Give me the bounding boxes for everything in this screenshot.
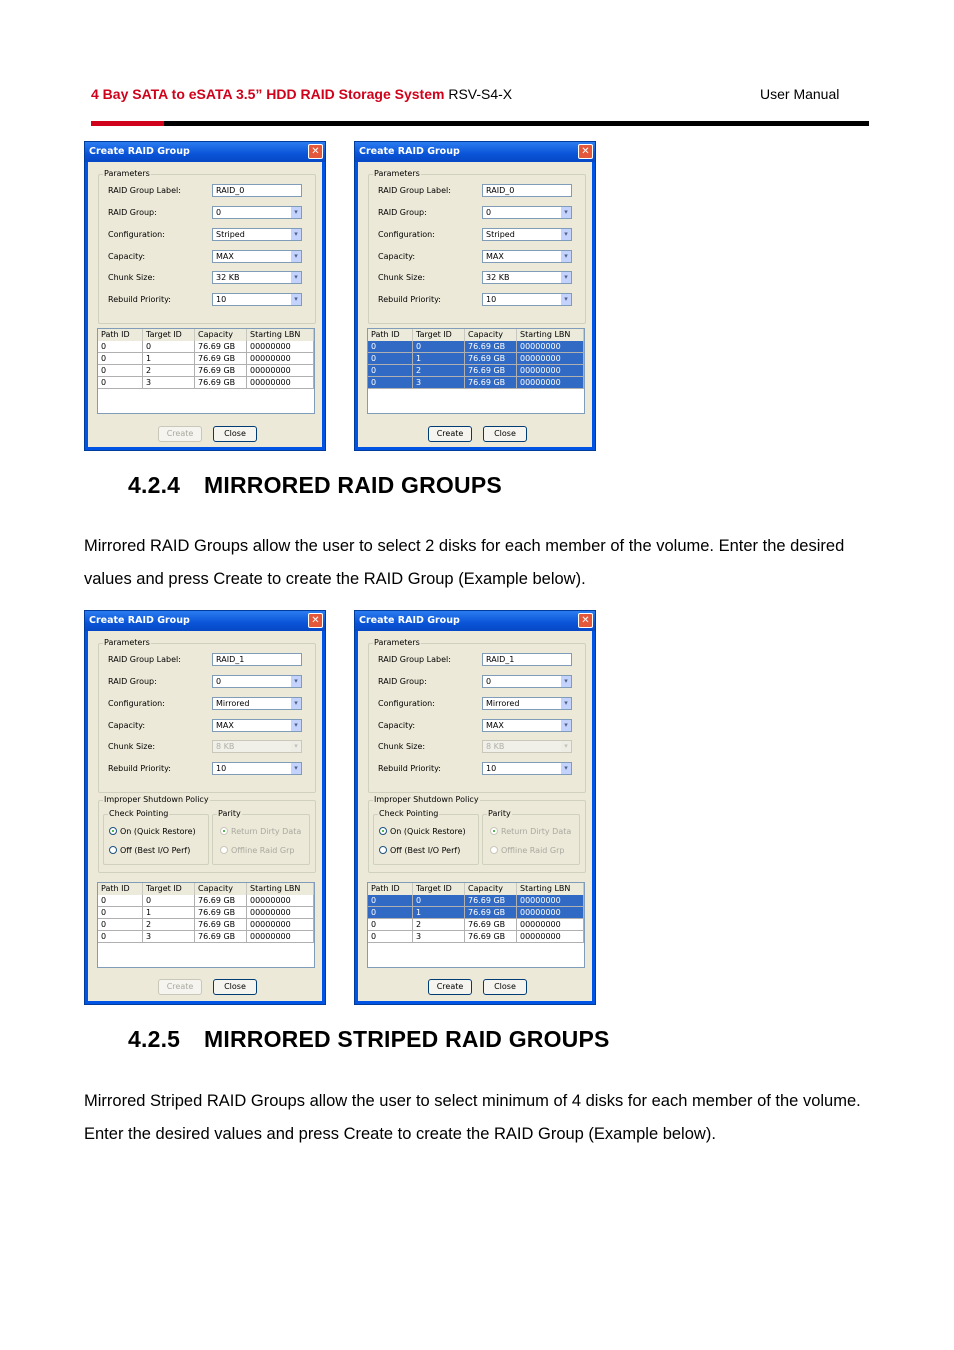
parameters-group [98, 638, 316, 793]
col-path-id[interactable]: Path ID [98, 329, 143, 341]
configuration-select[interactable] [482, 228, 572, 241]
cell-target-id: 0 [413, 895, 465, 907]
label-rebuild-priority: Rebuild Priority: [378, 764, 441, 773]
cell-target-id: 2 [413, 365, 465, 377]
cell-path-id: 0 [368, 377, 413, 389]
configuration-select[interactable] [212, 697, 302, 710]
table-row[interactable] [368, 931, 584, 943]
cell-target-id: 3 [143, 931, 195, 943]
chevron-down-icon: ▾ [291, 741, 301, 752]
configuration-select[interactable] [212, 228, 302, 241]
cell-starting-lbn: 00000000 [247, 353, 314, 365]
cell-starting-lbn: 00000000 [247, 377, 314, 389]
raid-group-value: 0 [486, 208, 492, 217]
chevron-down-icon[interactable]: ▾ [291, 272, 301, 283]
chevron-down-icon[interactable]: ▾ [291, 294, 301, 305]
table-row[interactable] [98, 931, 314, 943]
label-raid-group: RAID Group: [108, 677, 157, 686]
raid-group-value: 0 [216, 677, 222, 686]
section-heading-4-2-5 [128, 1026, 610, 1053]
label-chunk-size: Chunk Size: [108, 273, 156, 282]
chevron-down-icon[interactable]: ▾ [561, 763, 571, 774]
chevron-down-icon[interactable]: ▾ [561, 229, 571, 240]
rebuild-priority-value: 10 [216, 295, 227, 304]
cell-starting-lbn: 00000000 [517, 377, 584, 389]
radio-parity-offline [490, 846, 564, 855]
header-rule-red [91, 121, 164, 126]
table-row-selected[interactable] [368, 377, 584, 389]
radio-selected-icon [490, 827, 498, 835]
raid-group-value: 0 [486, 677, 492, 686]
cell-target-id: 1 [413, 353, 465, 365]
cell-capacity: 76.69 GB [465, 365, 517, 377]
create-raid-dialog-mirrored-empty [84, 610, 326, 1005]
chunk-size-select[interactable] [212, 271, 302, 284]
radio-checkpoint-off[interactable] [379, 846, 460, 855]
header-user-manual: User Manual [760, 86, 840, 102]
col-target-id[interactable]: Target ID [143, 329, 195, 341]
close-button[interactable]: Close [483, 979, 527, 995]
cell-path-id: 0 [98, 907, 143, 919]
section-heading-4-2-4 [128, 472, 502, 499]
parity-legend: Parity [218, 809, 241, 818]
cell-starting-lbn: 00000000 [517, 931, 584, 943]
parameters-legend: Parameters [104, 169, 150, 178]
section-title: MIRRORED RAID GROUPS [204, 472, 502, 498]
cell-target-id: 1 [143, 907, 195, 919]
table-row[interactable] [98, 377, 314, 389]
cell-starting-lbn: 00000000 [247, 907, 314, 919]
disk-table [97, 882, 315, 968]
cell-capacity: 76.69 GB [195, 895, 247, 907]
cell-capacity: 76.69 GB [195, 377, 247, 389]
capacity-value: MAX [486, 721, 504, 730]
cell-target-id: 3 [413, 377, 465, 389]
parameters-legend: Parameters [104, 638, 150, 647]
cell-path-id: 0 [98, 377, 143, 389]
cell-path-id: 0 [368, 353, 413, 365]
col-starting-lbn[interactable]: Starting LBN [247, 883, 314, 895]
create-raid-dialog-mirrored-selected [354, 610, 596, 1005]
parameters-group [368, 638, 586, 793]
chevron-down-icon[interactable]: ▾ [291, 698, 301, 709]
shutdown-policy-group [368, 795, 586, 873]
chevron-down-icon[interactable]: ▾ [291, 207, 301, 218]
cell-path-id: 0 [368, 931, 413, 943]
check-pointing-group [103, 809, 209, 865]
col-starting-lbn[interactable]: Starting LBN [517, 883, 584, 895]
col-starting-lbn[interactable]: Starting LBN [247, 329, 314, 341]
raid-group-label-input[interactable]: RAID_1 [482, 653, 572, 666]
chunk-size-select[interactable] [482, 271, 572, 284]
cell-starting-lbn: 00000000 [517, 365, 584, 377]
rebuild-priority-select[interactable] [482, 293, 572, 306]
cell-starting-lbn: 00000000 [247, 931, 314, 943]
radio-unselected-icon [379, 846, 387, 854]
disk-table [367, 882, 585, 968]
create-button[interactable]: Create [428, 426, 472, 442]
table-row-selected[interactable] [368, 341, 584, 353]
dialog-title: Create RAID Group [359, 146, 460, 157]
section-4-2-4-paragraph: Mirrored RAID Groups allow the user to select 2 disks for each member of the volume. Enter the desired values and press Create to create the RAID Group (Example below). [84, 537, 845, 588]
close-icon[interactable]: ✕ [578, 144, 593, 159]
label-capacity: Capacity: [108, 252, 146, 261]
configuration-value: Mirrored [216, 699, 250, 708]
raid-group-select[interactable] [212, 206, 302, 219]
col-target-id[interactable]: Target ID [143, 883, 195, 895]
chevron-down-icon[interactable]: ▾ [561, 251, 571, 262]
radio-unselected-icon [220, 846, 228, 854]
table-row[interactable] [98, 341, 314, 353]
dialog-titlebar [355, 142, 595, 162]
radio-parity-return [220, 827, 301, 836]
table-row-selected[interactable] [368, 895, 584, 907]
capacity-value: MAX [486, 252, 504, 261]
chevron-down-icon[interactable]: ▾ [291, 251, 301, 262]
cell-path-id: 0 [368, 341, 413, 353]
cell-capacity: 76.69 GB [195, 907, 247, 919]
col-capacity[interactable]: Capacity [195, 329, 247, 341]
label-configuration: Configuration: [378, 230, 435, 239]
raid-group-label-input[interactable]: RAID_0 [482, 184, 572, 197]
cell-capacity: 76.69 GB [465, 895, 517, 907]
parameters-group [98, 169, 316, 324]
cell-path-id: 0 [368, 895, 413, 907]
section-4-2-5-paragraph: Mirrored Striped RAID Groups allow the user to select minimum of 4 disks for each member of the volume. Enter the desired values and press Create to create the RAID Group (Example below). [84, 1092, 861, 1143]
header-rule-black [164, 121, 869, 126]
chevron-down-icon[interactable]: ▾ [561, 698, 571, 709]
cell-path-id: 0 [98, 341, 143, 353]
col-capacity[interactable]: Capacity [195, 883, 247, 895]
dialog-titlebar [355, 611, 595, 631]
label-chunk-size: Chunk Size: [378, 742, 426, 751]
cell-capacity: 76.69 GB [195, 341, 247, 353]
chevron-down-icon[interactable]: ▾ [291, 229, 301, 240]
dialog-title: Create RAID Group [89, 615, 190, 626]
configuration-select[interactable] [482, 697, 572, 710]
parity-legend: Parity [488, 809, 511, 818]
cell-capacity: 76.69 GB [195, 919, 247, 931]
cell-capacity: 76.69 GB [465, 353, 517, 365]
section-title: MIRRORED STRIPED RAID GROUPS [204, 1026, 610, 1052]
dialog-titlebar [85, 142, 325, 162]
shutdown-policy-legend: Improper Shutdown Policy [374, 795, 479, 804]
cell-capacity: 76.69 GB [465, 377, 517, 389]
cell-capacity: 76.69 GB [195, 353, 247, 365]
rebuild-priority-value: 10 [216, 764, 227, 773]
close-button[interactable]: Close [213, 979, 257, 995]
col-capacity[interactable]: Capacity [465, 883, 517, 895]
create-raid-dialog-striped-selected [354, 141, 596, 451]
table-row[interactable] [98, 895, 314, 907]
cell-starting-lbn: 00000000 [247, 895, 314, 907]
capacity-value: MAX [216, 721, 234, 730]
label-rebuild-priority: Rebuild Priority: [108, 295, 171, 304]
cell-starting-lbn: 00000000 [517, 353, 584, 365]
chevron-down-icon: ▾ [561, 741, 571, 752]
shutdown-policy-group [98, 795, 316, 873]
label-capacity: Capacity: [108, 721, 146, 730]
radio-checkpoint-off-label: Off (Best I/O Perf) [390, 846, 461, 855]
shutdown-policy-legend: Improper Shutdown Policy [104, 795, 209, 804]
radio-parity-offline-label: Offline Raid Grp [501, 846, 565, 855]
chevron-down-icon[interactable]: ▾ [561, 720, 571, 731]
cell-target-id: 3 [413, 931, 465, 943]
cell-path-id: 0 [98, 353, 143, 365]
table-row-selected[interactable] [368, 365, 584, 377]
cell-path-id: 0 [98, 895, 143, 907]
cell-target-id: 2 [413, 919, 465, 931]
cell-capacity: 76.69 GB [195, 365, 247, 377]
parameters-legend: Parameters [374, 169, 420, 178]
label-raid-group-label: RAID Group Label: [108, 655, 181, 664]
cell-capacity: 76.69 GB [465, 931, 517, 943]
cell-capacity: 76.69 GB [195, 931, 247, 943]
create-button[interactable]: Create [158, 979, 202, 995]
cell-target-id: 0 [143, 341, 195, 353]
label-chunk-size: Chunk Size: [108, 742, 156, 751]
cell-starting-lbn: 00000000 [247, 365, 314, 377]
header-product-title: 4 Bay SATA to eSATA 3.5” HDD RAID Storage System [91, 86, 445, 102]
cell-path-id: 0 [98, 365, 143, 377]
radio-parity-offline-label: Offline Raid Grp [231, 846, 295, 855]
raid-group-select[interactable] [212, 675, 302, 688]
cell-capacity: 76.69 GB [465, 341, 517, 353]
create-button[interactable]: Create [158, 426, 202, 442]
radio-parity-offline [220, 846, 294, 855]
cell-path-id: 0 [368, 365, 413, 377]
radio-parity-return-label: Return Dirty Data [231, 827, 302, 836]
raid-group-select[interactable] [482, 675, 572, 688]
dialog-titlebar [85, 611, 325, 631]
chunk-size-select-disabled [482, 740, 572, 753]
col-path-id[interactable]: Path ID [98, 883, 143, 895]
label-capacity: Capacity: [378, 252, 416, 261]
chunk-size-value: 8 KB [216, 742, 235, 751]
check-pointing-legend: Check Pointing [379, 809, 439, 818]
chevron-down-icon[interactable]: ▾ [291, 676, 301, 687]
col-target-id[interactable]: Target ID [413, 329, 465, 341]
cell-target-id: 2 [143, 365, 195, 377]
capacity-select[interactable] [482, 250, 572, 263]
table-row[interactable] [98, 907, 314, 919]
label-raid-group-label: RAID Group Label: [378, 655, 451, 664]
chevron-down-icon[interactable]: ▾ [561, 272, 571, 283]
col-starting-lbn[interactable]: Starting LBN [517, 329, 584, 341]
label-rebuild-priority: Rebuild Priority: [108, 764, 171, 773]
section-number: 4.2.4 [128, 472, 181, 498]
radio-parity-return [490, 827, 571, 836]
label-raid-group-label: RAID Group Label: [378, 186, 451, 195]
close-icon[interactable]: ✕ [308, 613, 323, 628]
cell-starting-lbn: 00000000 [517, 919, 584, 931]
table-row-selected[interactable] [368, 353, 584, 365]
table-row[interactable] [98, 365, 314, 377]
configuration-value: Mirrored [486, 699, 520, 708]
parameters-group [368, 169, 586, 324]
cell-capacity: 76.69 GB [465, 907, 517, 919]
cell-target-id: 0 [413, 341, 465, 353]
cell-path-id: 0 [98, 919, 143, 931]
configuration-value: Striped [486, 230, 515, 239]
close-icon[interactable]: ✕ [308, 144, 323, 159]
label-raid-group-label: RAID Group Label: [108, 186, 181, 195]
table-row-selected[interactable] [368, 907, 584, 919]
cell-starting-lbn: 00000000 [517, 895, 584, 907]
capacity-select[interactable] [482, 719, 572, 732]
label-raid-group: RAID Group: [108, 208, 157, 217]
label-rebuild-priority: Rebuild Priority: [378, 295, 441, 304]
radio-selected-icon [109, 827, 117, 835]
cell-target-id: 3 [143, 377, 195, 389]
cell-capacity: 76.69 GB [465, 919, 517, 931]
chunk-size-value: 32 KB [216, 273, 240, 282]
raid-group-select[interactable] [482, 206, 572, 219]
chunk-size-value: 8 KB [486, 742, 505, 751]
radio-parity-return-label: Return Dirty Data [501, 827, 572, 836]
radio-unselected-icon [109, 846, 117, 854]
chevron-down-icon[interactable]: ▾ [561, 207, 571, 218]
close-icon[interactable]: ✕ [578, 613, 593, 628]
cell-target-id: 2 [143, 919, 195, 931]
cell-target-id: 0 [143, 895, 195, 907]
label-configuration: Configuration: [108, 230, 165, 239]
col-path-id[interactable]: Path ID [368, 329, 413, 341]
label-configuration: Configuration: [378, 699, 435, 708]
chevron-down-icon[interactable]: ▾ [291, 720, 301, 731]
radio-selected-icon [220, 827, 228, 835]
cell-target-id: 1 [413, 907, 465, 919]
cell-path-id: 0 [368, 919, 413, 931]
table-row[interactable] [98, 919, 314, 931]
close-button[interactable]: Close [213, 426, 257, 442]
rebuild-priority-value: 10 [486, 764, 497, 773]
capacity-select[interactable] [212, 719, 302, 732]
col-capacity[interactable]: Capacity [465, 329, 517, 341]
section-number: 4.2.5 [128, 1026, 181, 1052]
parity-group [482, 809, 580, 865]
radio-checkpoint-on[interactable] [379, 827, 466, 836]
capacity-select[interactable] [212, 250, 302, 263]
parity-group [212, 809, 310, 865]
configuration-value: Striped [216, 230, 245, 239]
raid-group-label-input[interactable]: RAID_0 [212, 184, 302, 197]
chevron-down-icon[interactable]: ▾ [561, 676, 571, 687]
rebuild-priority-select[interactable] [212, 293, 302, 306]
cell-starting-lbn: 00000000 [517, 341, 584, 353]
close-button[interactable]: Close [483, 426, 527, 442]
table-row[interactable] [98, 353, 314, 365]
col-target-id[interactable]: Target ID [413, 883, 465, 895]
radio-checkpoint-off[interactable] [109, 846, 190, 855]
cell-target-id: 1 [143, 353, 195, 365]
disk-table [367, 328, 585, 414]
label-capacity: Capacity: [378, 721, 416, 730]
radio-checkpoint-on-label: On (Quick Restore) [120, 827, 196, 836]
chunk-size-value: 32 KB [486, 273, 510, 282]
cell-starting-lbn: 00000000 [247, 919, 314, 931]
radio-checkpoint-on-label: On (Quick Restore) [390, 827, 466, 836]
chunk-size-select-disabled [212, 740, 302, 753]
cell-path-id: 0 [368, 907, 413, 919]
radio-selected-icon [379, 827, 387, 835]
col-path-id[interactable]: Path ID [368, 883, 413, 895]
disk-table [97, 328, 315, 414]
capacity-value: MAX [216, 252, 234, 261]
create-button[interactable]: Create [428, 979, 472, 995]
create-raid-dialog-striped-empty [84, 141, 326, 451]
dialog-title: Create RAID Group [89, 146, 190, 157]
parameters-legend: Parameters [374, 638, 420, 647]
cell-path-id: 0 [98, 931, 143, 943]
label-chunk-size: Chunk Size: [378, 273, 426, 282]
check-pointing-group [373, 809, 479, 865]
raid-group-value: 0 [216, 208, 222, 217]
dialog-title: Create RAID Group [359, 615, 460, 626]
table-row[interactable] [368, 919, 584, 931]
chevron-down-icon[interactable]: ▾ [561, 294, 571, 305]
rebuild-priority-value: 10 [486, 295, 497, 304]
radio-checkpoint-off-label: Off (Best I/O Perf) [120, 846, 191, 855]
cell-starting-lbn: 00000000 [247, 341, 314, 353]
rebuild-priority-select[interactable] [482, 762, 572, 775]
check-pointing-legend: Check Pointing [109, 809, 169, 818]
header-model: RSV-S4-X [448, 86, 513, 102]
radio-unselected-icon [490, 846, 498, 854]
running-header [91, 86, 512, 102]
radio-checkpoint-on[interactable] [109, 827, 196, 836]
label-configuration: Configuration: [108, 699, 165, 708]
label-raid-group: RAID Group: [378, 677, 427, 686]
raid-group-label-input[interactable]: RAID_1 [212, 653, 302, 666]
cell-starting-lbn: 00000000 [517, 907, 584, 919]
chevron-down-icon[interactable]: ▾ [291, 763, 301, 774]
rebuild-priority-select[interactable] [212, 762, 302, 775]
label-raid-group: RAID Group: [378, 208, 427, 217]
